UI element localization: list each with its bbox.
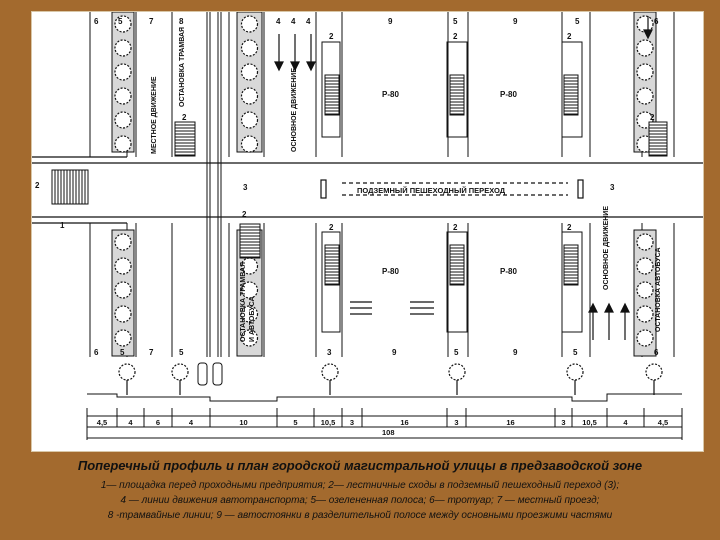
profile-segment-label: 4	[623, 418, 628, 427]
parking-label-3: Р-80	[382, 267, 399, 276]
zone-num-top-8: 9	[388, 17, 393, 26]
underpass-label: ПОДЗЕМНЫЙ ПЕШЕХОДНЫЙ ПЕРЕХОД	[357, 186, 506, 195]
zone-num-top-9: 5	[453, 17, 458, 26]
tree-symbol	[637, 234, 653, 250]
tree-symbol	[115, 64, 131, 80]
profile-total: 108	[382, 428, 395, 437]
main-traffic-label-2: ОСНОВНОЕ ДВИЖЕНИЕ	[603, 206, 610, 290]
profile-segment-label: 4,5	[657, 418, 669, 427]
caption-line-3: 8 -трамвайные линии; 9 — автостоянки в разделительной полосе между основными проезжими частями	[107, 510, 613, 521]
traffic-arrows	[275, 16, 652, 340]
tree-symbol	[637, 306, 653, 322]
profile-segment-label: 3	[454, 418, 459, 427]
zone-num-top-10: 9	[513, 17, 518, 26]
tram-bus-stop-line2: И АВТОБУСА	[249, 296, 256, 342]
tree-symbol	[242, 88, 258, 104]
zone-num-bot-6: 9	[392, 348, 397, 357]
tree-symbol	[242, 40, 258, 56]
zone-num-top-2: 5	[118, 17, 123, 26]
stairs-num-e: 2	[453, 32, 458, 41]
profile-segment-label: 10	[239, 418, 248, 427]
zone-num-top-7: 4	[306, 17, 311, 26]
local-traffic-label: МЕСТНОЕ ДВИЖЕНИЕ	[151, 76, 158, 154]
tree-symbol	[115, 282, 131, 298]
tree-symbol	[115, 136, 131, 152]
stairs-num-i: 2	[650, 113, 655, 122]
profile-segment-label: 16	[400, 418, 409, 427]
tree-symbol	[637, 88, 653, 104]
profile-tree-crown	[646, 364, 662, 380]
tram-stop-line1: ОСТАНОВКА ТРАМВАЯ	[179, 26, 186, 107]
underpass-num-right: 3	[610, 183, 615, 192]
tree-symbol	[115, 234, 131, 250]
zone-num-top-11: 5	[575, 17, 580, 26]
area-2-label: 2	[35, 181, 40, 190]
tree-symbol	[242, 16, 258, 32]
profile-segment-label: 10,5	[320, 418, 336, 427]
green-strips	[112, 12, 656, 356]
stairs-num-c: 2	[329, 32, 334, 41]
tram-cars	[198, 363, 222, 385]
diagram-panel	[31, 11, 704, 452]
stairs-num-f: 2	[453, 223, 458, 232]
caption-line-1: 1— площадка перед проходными предприятия; 2— лестничные сходы в подземный пешеходный переход (3);	[100, 480, 620, 491]
green-strip	[237, 12, 262, 152]
tree-symbol	[115, 258, 131, 274]
zone-num-bot-9: 5	[573, 348, 578, 357]
parking-stalls	[350, 302, 434, 314]
zone-numbers-bottom	[94, 348, 659, 357]
stairs-num-h: 2	[567, 223, 572, 232]
profile-segment-labels	[97, 418, 668, 427]
tree-symbol	[115, 330, 131, 346]
parking-label-2: Р-80	[500, 90, 517, 99]
bus-stop-label: ОСТАНОВКА АВТОБУСА	[655, 247, 662, 332]
stairways	[52, 75, 667, 285]
zone-num-top-3: 7	[149, 17, 154, 26]
zone-num-bot-8: 9	[513, 348, 518, 357]
parking-label-4: Р-80	[500, 267, 517, 276]
stairway	[649, 122, 667, 156]
profile-segment-label: 4	[128, 418, 133, 427]
profile-segment-label: 6	[155, 418, 161, 427]
profile-segment-label: 5	[293, 418, 298, 427]
profile-tree-crown	[172, 364, 188, 380]
zone-num-top-5: 4	[276, 17, 281, 26]
tram-stop-label	[179, 27, 186, 107]
stairs-num-d: 2	[329, 223, 334, 232]
profile-segment-label: 4	[188, 418, 194, 427]
zone-num-top-12: 6	[654, 17, 659, 26]
tree-symbol	[242, 112, 258, 128]
zone-numbers-top	[94, 17, 659, 26]
tree-symbol	[637, 258, 653, 274]
zone-num-top-4: 8	[179, 17, 184, 26]
tree-symbol	[637, 282, 653, 298]
tree-symbol	[242, 64, 258, 80]
tree-symbol	[637, 40, 653, 56]
profile-tree-crown	[322, 364, 338, 380]
stairway	[175, 122, 195, 156]
tree-symbol	[637, 330, 653, 346]
zone-num-bot-3: 7	[149, 348, 154, 357]
tree-symbol	[115, 88, 131, 104]
zone-num-bot-5: 3	[327, 348, 332, 357]
underpass-num-left: 3	[243, 183, 248, 192]
zone-num-top-6: 4	[291, 17, 296, 26]
zone-num-bot-1: 6	[94, 348, 99, 357]
zone-num-bot-7: 5	[454, 348, 459, 357]
green-strip	[112, 12, 134, 152]
profile-segment-label: 4,5	[96, 418, 108, 427]
stairs-num-b: 2	[242, 210, 247, 219]
parking-label-1: Р-80	[382, 90, 399, 99]
tree-symbol	[115, 306, 131, 322]
zone-num-bot-10: 6	[654, 348, 659, 357]
caption-line-2: 4 — линии движения автотранспорта; 5— озелененная полоса; 6— тротуар; 7 — местный проезд;	[120, 495, 600, 506]
stairs-num-g: 2	[567, 32, 572, 41]
profile-segment-label: 16	[506, 418, 515, 427]
main-traffic-label: ОСНОВНОЕ ДВИЖЕНИЕ	[291, 68, 298, 152]
profile-segment-label: 10,5	[582, 418, 597, 427]
lane-lines	[90, 12, 674, 357]
stairway	[240, 224, 260, 258]
street-plan	[32, 12, 703, 451]
zone-num-top-1: 6	[94, 17, 99, 26]
tree-symbol	[242, 136, 258, 152]
profile-trees	[119, 364, 662, 395]
zone-num-bot-4: 5	[179, 348, 184, 357]
profile-tree-crown	[449, 364, 465, 380]
profile-tree-crown	[567, 364, 583, 380]
tree-symbol	[115, 40, 131, 56]
vertical-labels	[151, 27, 662, 342]
tree-symbol	[115, 112, 131, 128]
profile-tree-crown	[119, 364, 135, 380]
area-1-label: 1	[60, 221, 65, 230]
stairs-num-a: 2	[182, 113, 187, 122]
profile-segment-label: 3	[349, 418, 355, 427]
caption-title: Поперечный профиль и план городской магистральной улицы в предзаводской зоне	[77, 458, 643, 473]
zone-num-bot-2: 5	[120, 348, 125, 357]
tram-bus-stop-line1: ОСТАНОВКА ТРАМВАЯ	[240, 261, 247, 342]
tree-symbol	[637, 64, 653, 80]
profile-segment-label: 3	[561, 418, 566, 427]
